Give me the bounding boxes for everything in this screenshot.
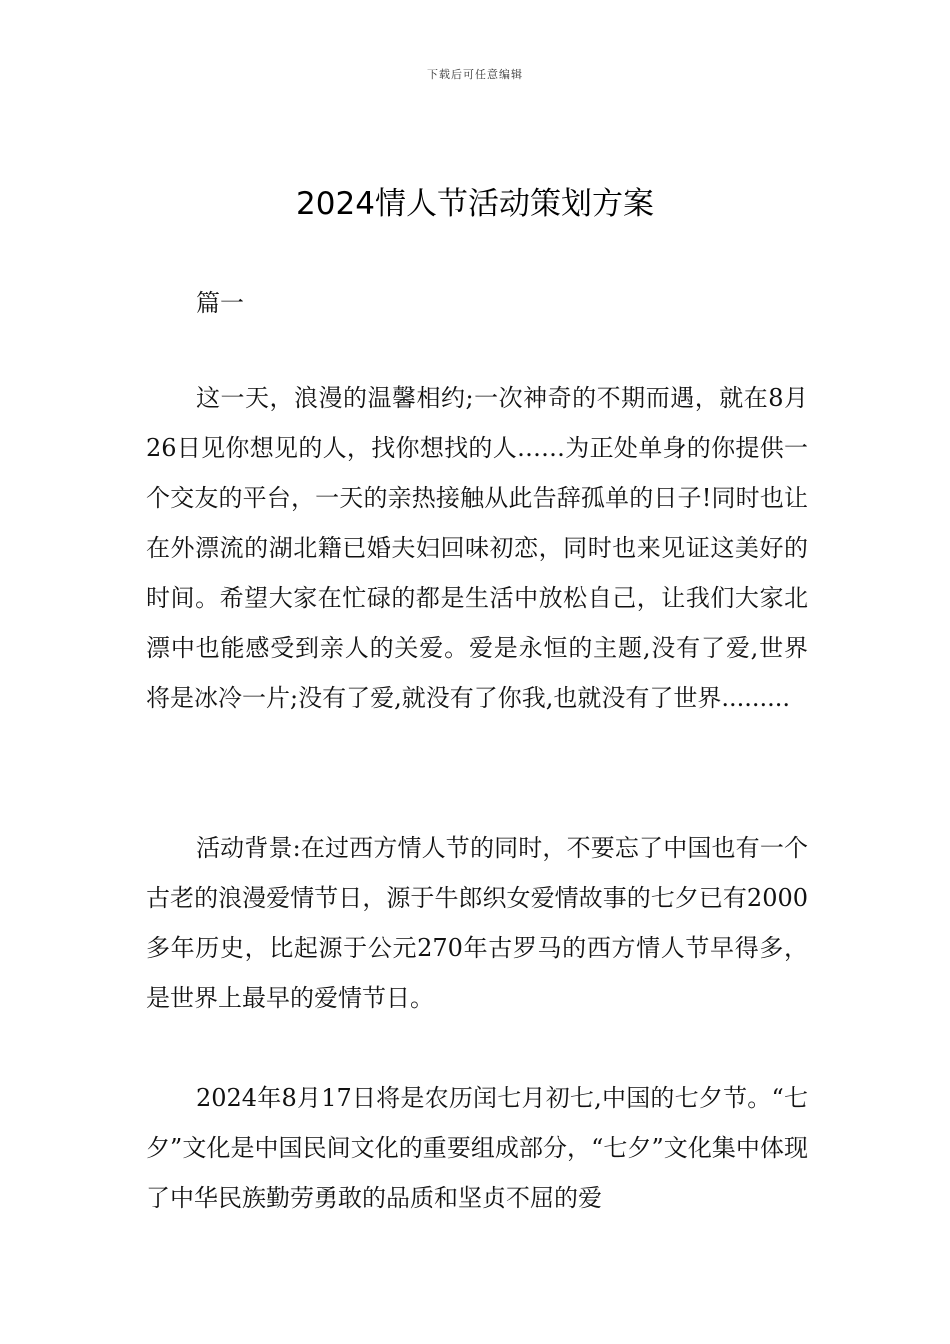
body-paragraph-2: 活动背景:在过西方情人节的同时，不要忘了中国也有一个古老的浪漫爱情节日，源于牛郎织女爱情故事的七夕已有2000多年历史，比起源于公元270年古罗马的西方情人节早得多，是世界上最早的爱情节日。	[146, 834, 808, 1012]
section-label: 篇一	[196, 289, 244, 317]
document-title: 2024情人节活动策划方案	[296, 186, 654, 222]
body-paragraph-3: 2024年8月17日将是农历闰七月初七,中国的七夕节。“七夕”文化是中国民间文化的重要组成部分，“七夕”文化集中体现了中华民族勤劳勇敢的品质和坚贞不屈的爱	[146, 1084, 808, 1212]
body-paragraph-1: 这一天，浪漫的温馨相约;一次神奇的不期而遇，就在8月26日见你想见的人，找你想找的人……为正处单身的你提供一个交友的平台，一天的亲热接触从此告辞孤单的日子!同时也让在外漂流的湖北籍已婚夫妇回味初恋，同时也来见证这美好的时间。希望大家在忙碌的都是生活中放松自己，让我们大家北漂中也能感受到亲人的关爱。爱是永恒的主题,没有了爱,世界将是冰冷一片;没有了爱,就没有了你我,也就没有了世界.........	[146, 384, 808, 712]
header-note: 下载后可任意编辑	[427, 68, 523, 81]
